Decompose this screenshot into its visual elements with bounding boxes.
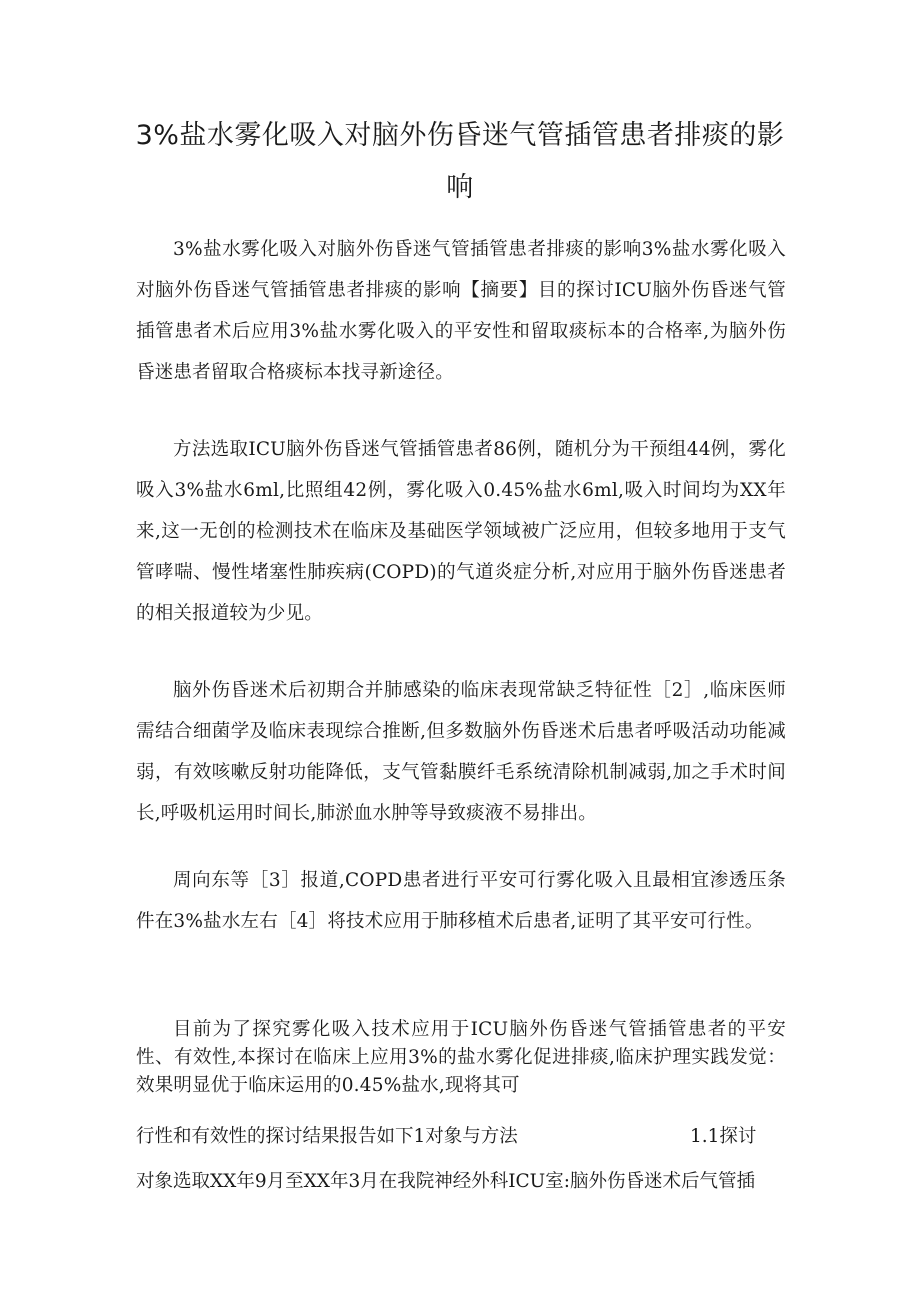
- paragraph-reference: 周向东等［3］报道,COPD患者进行平安可行雾化吸入且最相宜渗透压条件在3%盐水左右［4］将技术应用于肺移植术后患者,证明了其平安可行性。: [136, 870, 786, 932]
- line-section-heading-right: 1.1探讨: [690, 1126, 757, 1147]
- document-title: 3%盐水雾化吸入对脑外伤昏迷气管插管患者排痰的影响: [135, 120, 785, 203]
- paragraph-purpose: 目前为了探究雾化吸入技术应用于ICU脑外伤昏迷气管插管患者的平安性、有效性,本探讨在临床上应用3%的盐水雾化促进排痰,临床护理实践发觉：效果明显优于临床运用的0.45%盐水,现将其可: [136, 1019, 786, 1096]
- paragraph-clinical: 脑外伤昏迷术后初期合并肺感染的临床表现常缺乏特征性［2］,临床医师需结合细菌学及临床表现综合推断,但多数脑外伤昏迷术后患者呼吸活动功能减弱，有效咳嗽反射功能降低，支气管黏膜纤毛系统清除机制减弱,加之手术时间长,呼吸机运用时间长,肺淤血水肿等导致痰液不易排出。: [136, 680, 786, 824]
- paragraph-methods: 方法选取ICU脑外伤昏迷气管插管患者86例，随机分为干预组44例，雾化吸入3%盐水6ml,比照组42例，雾化吸入0.45%盐水6ml,吸入时间均为XX年来,这一无创的检测技术在临床及基础医学领域被广泛应用，但较多地用于支气管哮喘、慢性堵塞性肺疾病(COPD)的气道炎症分析,对应用于脑外伤昏迷患者的相关报道较为少见。: [136, 439, 786, 624]
- line-section-heading-left: 行性和有效性的探讨结果报告如下1对象与方法: [136, 1126, 518, 1147]
- paragraph-subjects: 对象选取XX年9月至XX年3月在我院神经外科ICU室:脑外伤昏迷术后气管插: [136, 1171, 756, 1192]
- paragraph-abstract: 3%盐水雾化吸入对脑外伤昏迷气管插管患者排痰的影响3%盐水雾化吸入对脑外伤昏迷气管插管患者排痰的影响【摘要】目的探讨ICU脑外伤昏迷气管插管患者术后应用3%盐水雾化吸入的平安性和留取痰标本的合格率,为脑外伤昏迷患者留取合格痰标本找寻新途径。: [136, 239, 786, 383]
